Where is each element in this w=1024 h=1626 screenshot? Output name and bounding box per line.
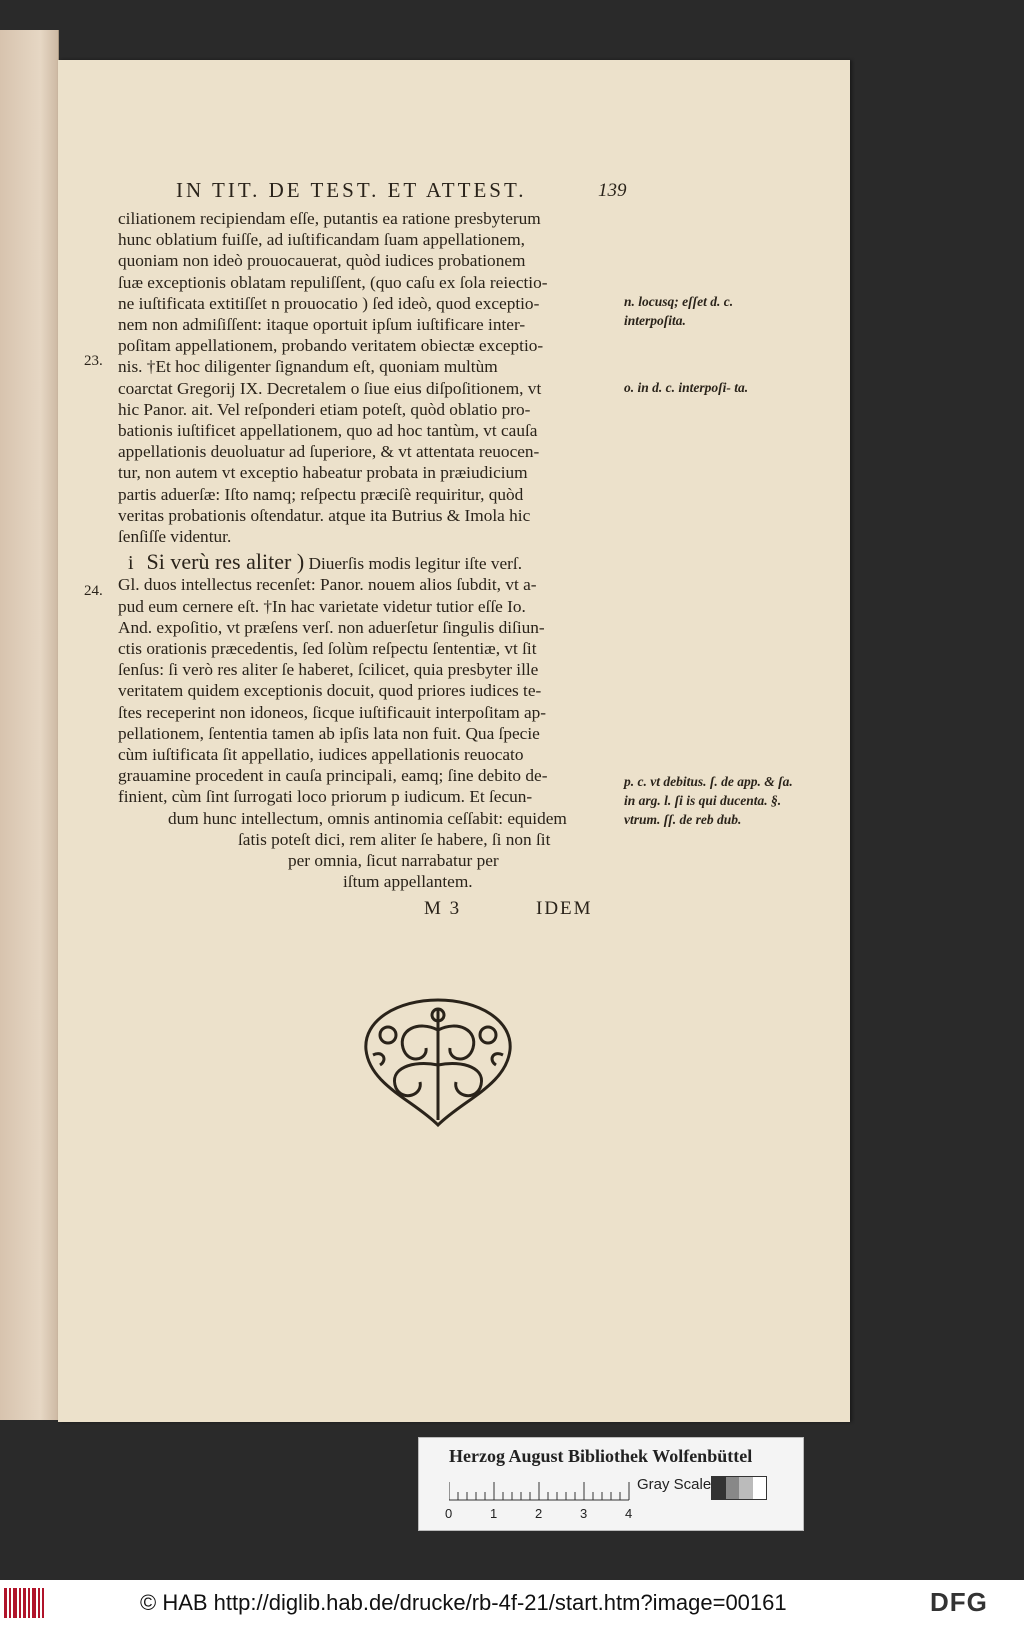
line-number-24: 24. <box>84 583 103 599</box>
body-line: iſtum appellantem. <box>343 872 473 892</box>
body-line: appellationis deuoluatur ad ſuperiore, & vt attentata reuocen- <box>118 442 540 462</box>
body-line: coarctat Gregorij IX. Decretalem o ſiue eius diſpoſitionem, vt <box>118 378 542 398</box>
body-line: veritatem quidem exceptionis docuit, quod priores iudices te- <box>118 681 542 701</box>
body-line: ſatis poteſt dici, rem aliter ſe habere, ſi non ſit <box>238 829 551 849</box>
body-line: ctis orationis præcedentis, ſed ſolùm reſpectu ſententiæ, vt ſit <box>118 639 537 659</box>
lemma-letter: i <box>128 552 134 575</box>
gray-scale-label: Gray Scale <box>637 1476 712 1493</box>
body-line: ne iuſtificata extitiſſet n prouocatio ) ſed ideò, quod exceptio- <box>118 293 540 313</box>
body-line: pellationem, ſententia tamen ab ipſis lata non fuit. Qua ſpecie <box>118 723 540 743</box>
swatch-light <box>739 1477 753 1499</box>
library-label <box>418 1437 804 1531</box>
running-head: IN TIT. DE TEST. ET ATTEST. <box>176 178 527 202</box>
body-line: ſenſiſſe videntur. <box>118 527 232 547</box>
line-number-23: 23. <box>84 353 103 369</box>
body-line: finient, cùm ſint ſurrogati loco priorum p iudicum. Et ſecun- <box>118 787 533 807</box>
ruler-number: 1 <box>490 1506 498 1521</box>
body-line: And. expoſitio, vt præſens verſ. non aduerſetur ſingulis diſiun- <box>118 617 545 637</box>
body-line: partis aduerſæ: Iſto namq; reſpectu præciſè requiritur, quòd <box>118 484 524 504</box>
body-line: tur, non autem vt exceptio habeatur probata in præiudicium <box>118 463 528 483</box>
body-line: ſtes receperint non idoneos, ſicque iuſtificauit interpoſitam ap- <box>118 702 547 722</box>
ruler-number: 4 <box>625 1506 633 1521</box>
ruler-number: 3 <box>580 1506 588 1521</box>
source-url-text: © HAB http://diglib.hab.de/drucke/rb-4f-21/start.htm?image=00161 <box>140 1590 787 1615</box>
ruler-number: 2 <box>535 1506 543 1521</box>
margin-note-o: o. in d. c. interpoſi- ta. <box>624 380 749 395</box>
footer-bar <box>0 1580 1024 1626</box>
swatch-dark <box>712 1477 726 1499</box>
book-page <box>58 60 850 1422</box>
body-line: quoniam non ideò prouocauerat, quòd iudices probationem <box>118 251 526 271</box>
body-line: ſuæ exceptionis oblatam repuliſſent, (quo caſu ex ſola reiectio- <box>118 272 548 292</box>
previous-page-edge <box>0 30 59 1420</box>
ruler-number: 0 <box>445 1506 453 1521</box>
body-line: bationis iuſtificet appellationem, quo ad hoc tantùm, vt cauſa <box>118 421 538 441</box>
body-line: nis. †Et hoc diligenter ſignandum eſt, quoniam multùm <box>118 357 498 377</box>
body-line: ciliationem recipiendam eſſe, putantis ea ratione presbyterum <box>118 209 541 228</box>
body-line: veritas probationis oſtendatur. atque ita Butrius & Imola hic <box>118 505 531 525</box>
body-line: grauamine procedent in cauſa principali, eamq; ſine debito de- <box>118 766 548 786</box>
swatch-white <box>753 1477 767 1499</box>
body-line: hunc oblatium fuiſſe, ad iuſtificandam ſuam appellationem, <box>118 230 525 250</box>
body-line: ſenſus: ſi verò res aliter ſe haberet, ſcilicet, quia presbyter ille <box>118 660 539 680</box>
lemma-heading: Si verù res aliter ) <box>146 549 305 575</box>
library-name: Herzog August Bibliothek Wolfenbüttel <box>449 1446 753 1466</box>
swatch-mid <box>726 1477 740 1499</box>
body-line: cùm iuſtificata ſit appellatio, iudices appellationis reuocato <box>118 745 524 765</box>
gray-scale-swatches <box>711 1476 767 1500</box>
ruler-scale <box>449 1478 639 1504</box>
margin-note-n: n. locusq; eſſet d. c. interpoſita. <box>624 294 734 328</box>
signature-mark: M 3 <box>424 898 462 919</box>
lemma-line <box>118 551 688 574</box>
catchword: IDEM <box>536 898 593 919</box>
body-line: poſitam appellationem, probando veritatem obiectæ exceptio- <box>118 336 544 356</box>
body-line: hic Panor. ait. Vel reſponderi etiam poteſt, quòd oblatio pro- <box>118 399 531 419</box>
ornament-illustration <box>358 990 518 1130</box>
body-line: nem non admiſiſſent: itaque oportuit ipſum iuſtificare inter- <box>118 315 526 335</box>
lemma-rest: Diuerſis modis legitur iſte verſ. <box>308 554 523 574</box>
body-text <box>118 208 688 893</box>
margin-note-p: p. c. vt debitus. ſ. de app. & ſa. in arg. l. ſi is qui ducenta. §. vtrum. ſſ. de reb dub. <box>624 774 793 827</box>
page-number: 139 <box>598 180 627 201</box>
body-line: pud eum cernere eſt. †In hac varietate videtur tutior eſſe Io. <box>118 596 526 616</box>
body-line: Gl. duos intellectus recenſet: Panor. nouem alios ſubdit, vt a- <box>118 575 537 595</box>
body-line: per omnia, ſicut narrabatur per <box>288 851 499 871</box>
body-line: dum hunc intellectum, omnis antinomia ceſſabit: equidem <box>168 808 567 828</box>
barcode-icon <box>4 1588 44 1618</box>
dfg-logo: DFG <box>930 1587 988 1617</box>
